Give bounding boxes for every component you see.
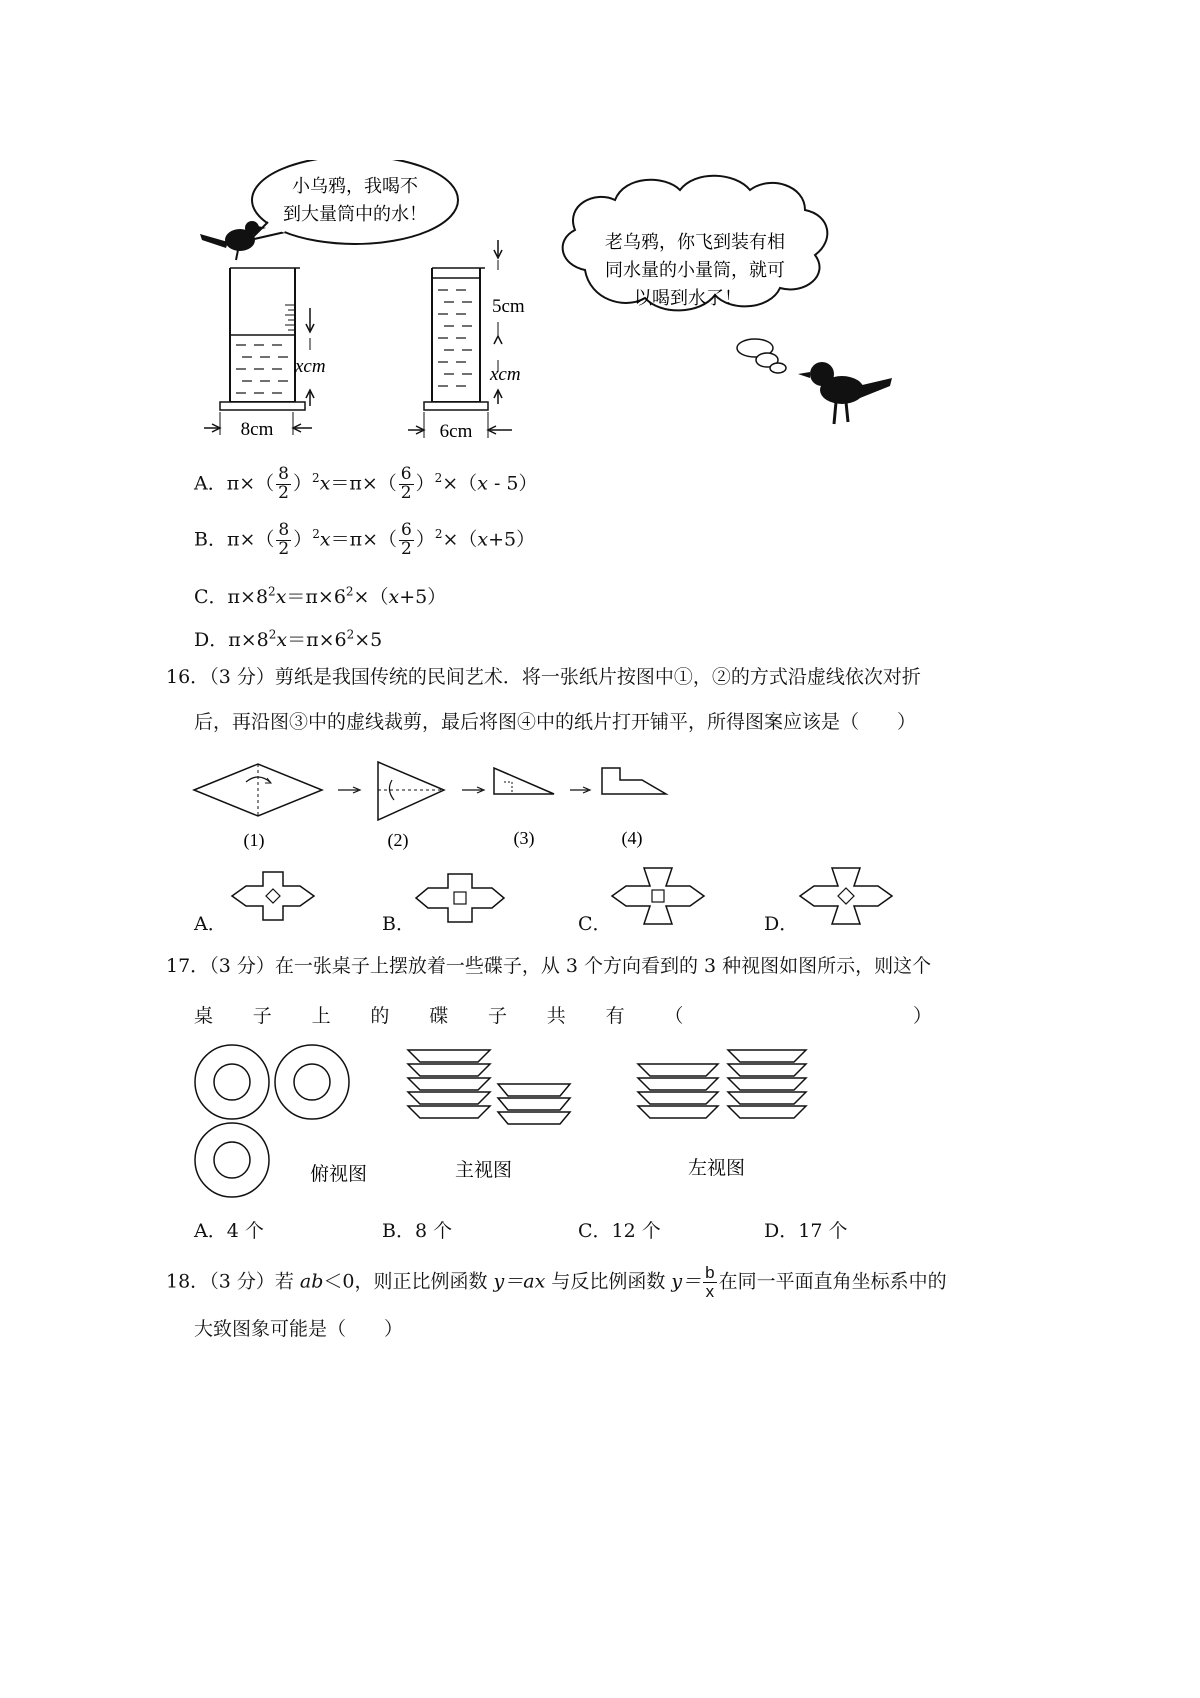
option-letter: C．: [578, 1220, 612, 1242]
q18-eq2-lhs: y＝: [671, 1270, 702, 1293]
big-cylinder: [204, 268, 326, 440]
option-text: 4 个: [226, 1220, 264, 1242]
left-view-label: 左视图: [688, 1157, 746, 1179]
option-letter: A．: [194, 1220, 227, 1242]
option-letter: D．: [764, 1220, 799, 1242]
q18-var-ab: ab: [299, 1270, 324, 1293]
speech-bubble-right: [563, 176, 828, 373]
bubble-left-line1: 小乌鸦，我喝不: [292, 176, 418, 196]
q18-text-b: ＜0，则正比例函数: [323, 1270, 494, 1293]
q18-text-a: 若: [274, 1270, 300, 1293]
speech-bubble-left: [250, 160, 458, 244]
front-view-label: 主视图: [455, 1159, 513, 1181]
fold-step-3: [494, 768, 554, 794]
question-score: （3 分）: [209, 666, 275, 688]
q17-option-d[interactable]: [764, 1222, 847, 1241]
bubble-right-line2: 同水量的小量筒，就可: [605, 260, 785, 280]
question-score: （3 分）: [209, 1270, 275, 1293]
q17-stem-line1: [166, 957, 931, 976]
q16-option-b[interactable]: B．: [382, 913, 415, 935]
q17-char: 子: [252, 1005, 272, 1027]
q18-fraction: [703, 1264, 716, 1301]
q18-stem-line1: [166, 1264, 947, 1301]
big-cylinder-height-label: xcm: [295, 356, 326, 377]
fold-step-2: [378, 762, 444, 820]
front-view: [408, 1050, 570, 1124]
q16-stem-line1: [166, 668, 921, 687]
fraction-denominator: x: [705, 1281, 715, 1301]
q17-char: （: [664, 1005, 684, 1027]
question-score: （3 分）: [209, 955, 275, 977]
small-cylinder-width-label: 6cm: [439, 421, 473, 442]
q18-stem-line2: 大致图象可能是（ ）: [194, 1318, 404, 1340]
q17-char: 子: [487, 1005, 507, 1027]
q16-option-a[interactable]: A．: [194, 913, 227, 935]
fraction-numerator: b: [705, 1263, 715, 1282]
q17-char: 碟: [429, 1005, 449, 1027]
option-letter: A．: [194, 472, 227, 495]
q17-char: 有: [605, 1005, 625, 1027]
q17-char: 桌: [194, 1005, 214, 1027]
small-cylinder-height-label: xcm: [490, 364, 521, 385]
q17-char: 上: [311, 1005, 331, 1027]
q16-text-line1: 剪纸是我国传统的民间艺术．将一张纸片按图中①，②的方式沿虚线依次对折: [274, 666, 921, 688]
q17-text-line1: 在一张桌子上摆放着一些碟子，从 3 个方向看到的 3 种视图如图所示，则这个: [274, 955, 932, 977]
small-cylinder-gap-label: 5cm: [492, 296, 525, 317]
q17-char: 共: [546, 1005, 566, 1027]
q16-option-a-figure[interactable]: [228, 868, 318, 924]
fold-step-1: [194, 764, 322, 816]
q16-option-d[interactable]: D．: [764, 913, 799, 935]
option-letter: D．: [194, 629, 229, 651]
q15-option-d[interactable]: D．$\pi\times 8^2x=\pi\times 6^2\times 5$: [194, 627, 383, 651]
option-text: 12 个: [611, 1220, 661, 1242]
q15-option-b[interactable]: B．π×（ $\frac{8}{2}$ ）$^2$x＝π×（ $\frac{6}{2}$ ）$^2$×（x+5）: [194, 520, 536, 559]
q16-option-b-figure[interactable]: [414, 872, 506, 924]
q16-stem-line2: 后，再沿图③中的虚线裁剪，最后将图④中的纸片打开铺平，所得图案应该是（ ）: [194, 711, 917, 733]
q15-option-a[interactable]: A．π×（ $\frac{8}{2}$ ）$^2$x＝π×（ $\frac{6}{2}$ ）$^2$×（x - 5）: [194, 464, 538, 503]
q17-option-a[interactable]: [194, 1222, 264, 1241]
q15-figure: [190, 160, 950, 490]
option-letter: B．: [194, 528, 227, 551]
step-label-2: (2): [387, 830, 409, 850]
bubble-left-line2: 到大量筒中的水！: [283, 204, 427, 224]
crow-small-icon: [200, 221, 266, 260]
step-label-1: (1): [243, 830, 265, 850]
fold-step-4: [602, 768, 666, 794]
question-number: 16．: [166, 666, 210, 688]
option-text: 17 个: [798, 1220, 848, 1242]
q17-char: ）: [912, 1005, 932, 1027]
q18-text-c: 与反比例函数: [545, 1270, 672, 1293]
top-view-label: 俯视图: [310, 1163, 368, 1185]
left-view: [638, 1050, 806, 1118]
q18-text-d: 在同一平面直角坐标系中的: [718, 1270, 947, 1293]
option-text: 8 个: [414, 1220, 453, 1242]
q17-views-figure: [190, 1040, 830, 1210]
step-label-3: (3): [513, 828, 535, 848]
bubble-right-line1: 老乌鸦，你飞到装有相: [605, 232, 785, 252]
step-label-4: (4): [621, 828, 643, 848]
q18-eq1: y＝ax: [493, 1270, 546, 1293]
q17-char: 的: [370, 1005, 390, 1027]
question-number: 17．: [166, 955, 210, 977]
q17-option-b[interactable]: [382, 1222, 452, 1241]
bubble-right-line3: 以喝到水了！: [634, 288, 742, 308]
q16-option-c-figure[interactable]: [610, 866, 706, 926]
option-letter: B．: [382, 1220, 415, 1242]
question-number: 18．: [166, 1270, 210, 1293]
q16-option-c[interactable]: C．: [578, 913, 612, 935]
small-cylinder: [408, 240, 525, 442]
option-letter: C．: [194, 586, 228, 608]
q16-option-d-figure[interactable]: [798, 866, 894, 926]
q17-option-c[interactable]: [578, 1222, 661, 1241]
big-cylinder-width-label: 8cm: [240, 419, 274, 440]
q15-option-c[interactable]: C．$\pi\times 8^2x=\pi\times 6^2\times(x+5)$: [194, 584, 447, 608]
q16-fold-steps-figure: [190, 760, 680, 852]
q17-stem-line2: [194, 1001, 932, 1028]
crow-big-icon: [798, 362, 892, 424]
